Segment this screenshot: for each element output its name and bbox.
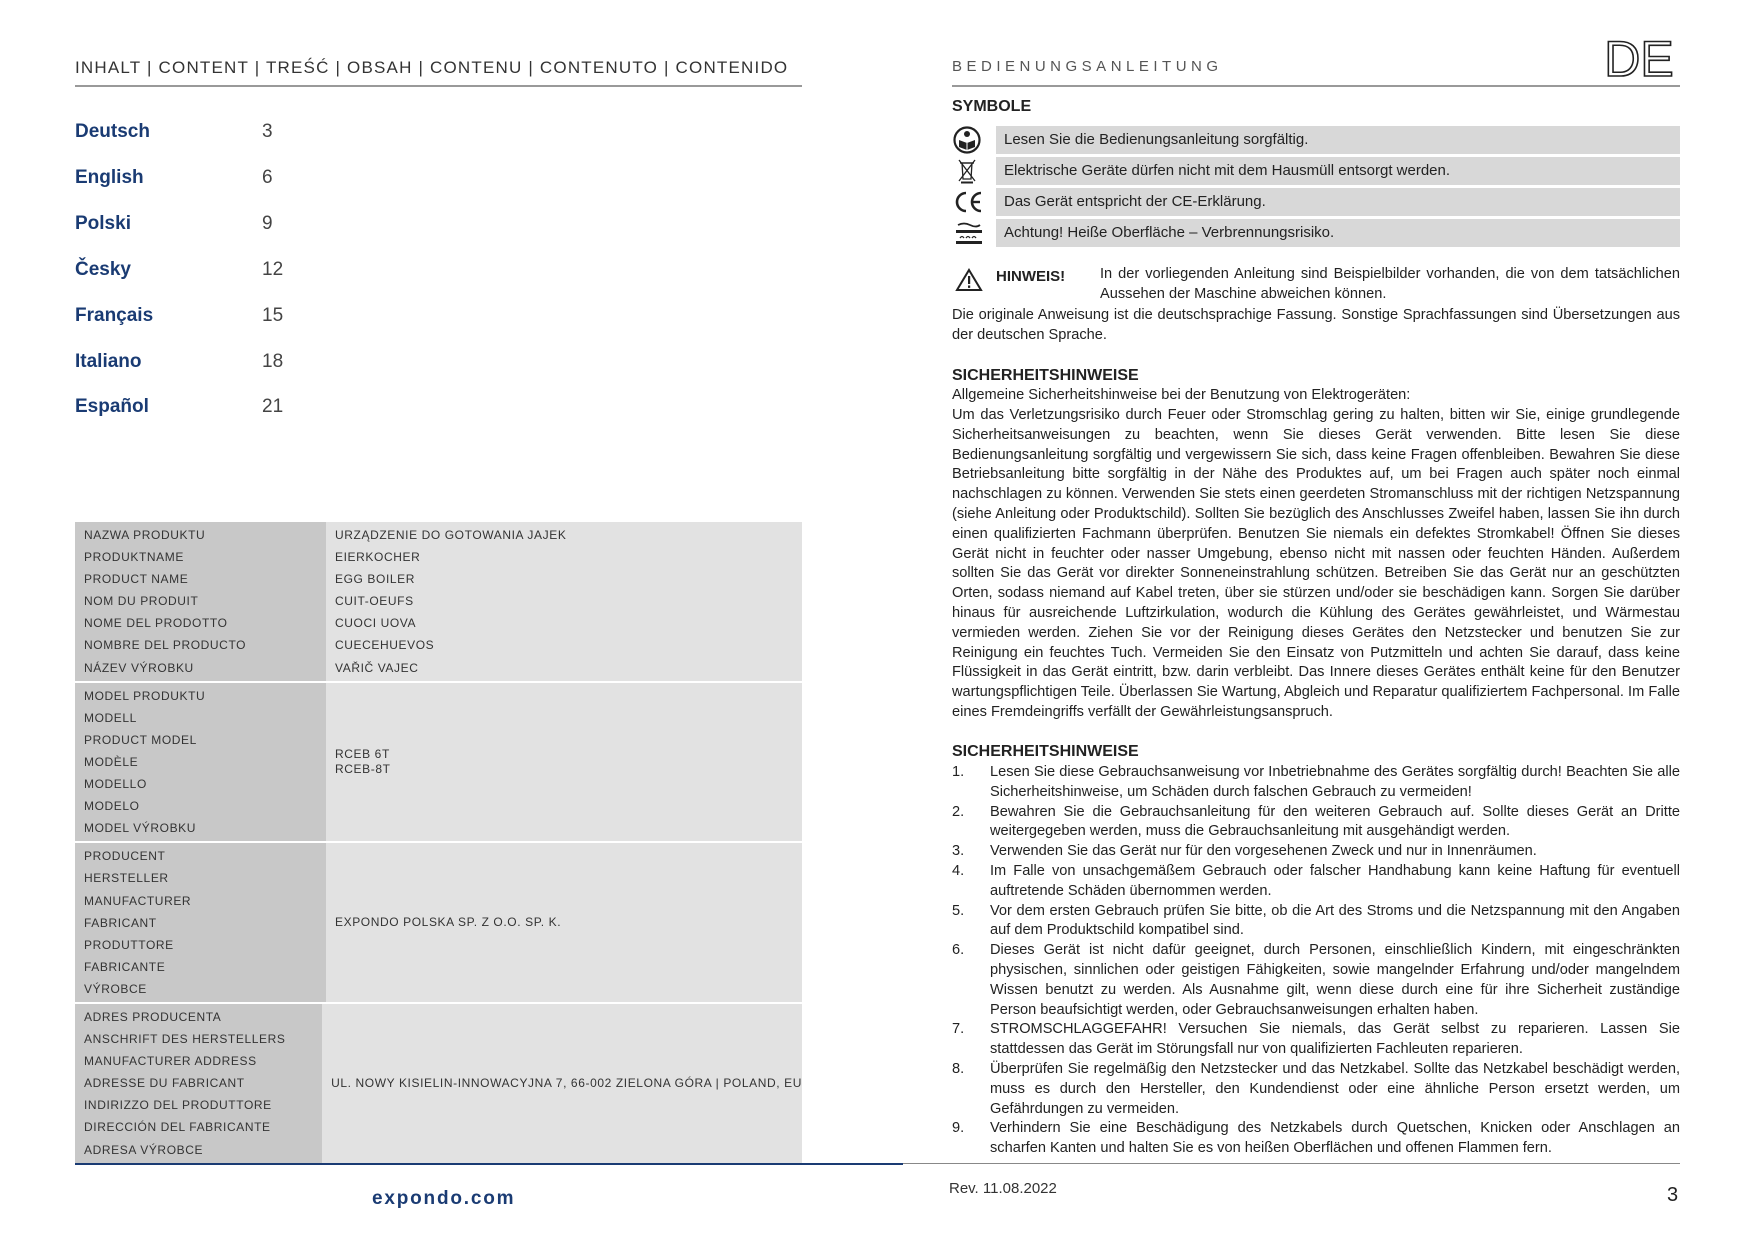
list-item-text: STROMSCHLAGGEFAHR! Versuchen Sie niemals, das Gerät selbst zu reparieren. Lassen Sie stattdessen das Gerät im Störungsfall nur von qualifizierten Fachleuten reparieren. [990, 1021, 1680, 1058]
toc-language: Deutsch [75, 121, 150, 142]
table-label: FABRICANTE [84, 959, 166, 974]
symbol-text: Elektrische Geräte dürfen nicht mit dem Hausmüll entsorgt werden. [1004, 162, 1451, 179]
table-value: CUOCI UOVA [335, 616, 417, 631]
symbol-row [952, 219, 1680, 247]
table-label: PRODUCT NAME [84, 572, 189, 587]
list-item-text: Bewahren Sie die Gebrauchsanleitung für den weiteren Gebrauch auf. Sollte dieses Gerät an Dritte weitergegeben werden, muss die Gebrauchsanleitung mit ausgehändigt werden. [990, 803, 1680, 840]
symbol-row [952, 157, 1680, 185]
table-label: MANUFACTURER [84, 893, 192, 908]
toc-entry[interactable] [75, 167, 375, 197]
product-info-table [75, 522, 802, 1163]
toc-entry[interactable] [75, 351, 375, 381]
table-value: CUIT-OEUFS [335, 594, 414, 609]
symbol-row [952, 188, 1680, 216]
table-label: ADRES PRODUCENTA [84, 1009, 222, 1024]
list-item-number: 8. [952, 1060, 965, 1077]
table-label: MODELL [84, 710, 137, 725]
list-item [952, 941, 1680, 1020]
table-value: URZĄDZENIE DO GOTOWANIA JAJEK [335, 528, 567, 542]
safety-subtitle: Allgemeine Sicherheitshinweise bei der Benutzung von Elektrogeräten: [952, 387, 1411, 403]
table-label: ADRESA VÝROBCE [84, 1142, 204, 1157]
symbol-row [952, 126, 1680, 154]
list-item-number: 9. [952, 1120, 965, 1137]
list-item-number: 6. [952, 942, 965, 959]
table-label: PRODUCENT [84, 849, 166, 864]
original-language-text: Die originale Anweisung ist die deutschsprachige Fassung. Sonstige Sprachfassungen sind Übersetzungen aus der deutschen Sprache. [952, 307, 1680, 343]
symbols-title: SYMBOLE [952, 98, 1032, 115]
safety-body: Um das Verletzungsrisiko durch Feuer oder Stromschlag gering zu halten, bitten wir Sie, einige grundlegende Sicherheitsanweisungen zu beachten, wenn Sie dieses Gerät verwenden. Bitte lesen Sie diese Bedienungsanleitung sorgfältig und vergewissern Sie sich, dass keine Fragen offenbleiben. Bewahren Sie diese Betriebsanleitung bitte sorgfältig in der Nähe des Produktes auf, um bei Fragen auch später noch einmal nachschlagen zu können. Verwenden Sie stets einen geerdeten Stromanschluss mit der richtigen Netzspannung (siehe Anleitung oder Produktschild). Sollten Sie bezüglich des Anschlusses Zweifel haben, lassen Sie ihn durch einen qualifizierten Fachmann überprüfen. Benutzen Sie niemals ein defektes Stromkabel! Öffnen Sie dieses Gerät nicht in feuchter oder nasser Umgebung, ebenso nicht mit nassen oder feuchten Händen. Außerdem sollten Sie das Gerät vor direkter Sonneneinstrahlung schützen. Betreiben Sie das Gerät nur an geschützten Orten, sodass niemand auf Kabel treten, über sie stürzen und/oder sie beschädigen kann. Sorgen Sie darüber hinaus für ausreichende Luftzirkulation, wodurch die Kühlung des Gerätes gewährleistet, und Wärmestau vermieden werden. Ziehen Sie vor der Reinigung dieses Gerätes den Netzstecker und benutzen Sie zur Reinigung ein feuchtes Tuch. Vermeiden Sie den Einsatz von Putzmitteln und achten Sie darauf, dass keine Flüssigkeit in das Gerät eintritt, bzw. darin verbleibt. Das Innere dieses Gerätes enthält keine für den Benutzer wartungspflichtigen Teile. Überlassen Sie Wartung, Abgleich und Reparatur qualifiziertem Fachpersonal. Im Falle eines Fremdeingriffs verfällt der Gewährleistungsanspruch. [952, 407, 1680, 720]
crossed-bin-icon [952, 157, 986, 185]
toc-language: English [75, 167, 144, 188]
list-item [952, 842, 1680, 862]
read-manual-icon [952, 126, 986, 154]
table-label: INDIRIZZO DEL PRODUTTORE [84, 1098, 272, 1113]
list-item-text: Lesen Sie diese Gebrauchsanweisung vor Inbetriebnahme des Gerätes sorgfältig durch! Beachten Sie alle Sicherheitshinweise, um Schäden durch falschen Gebrauch zu vermeiden! [990, 764, 1680, 800]
list-item-text: Verwenden Sie das Gerät nur für den vorgesehenen Zweck und nur in Innenräumen. [990, 843, 1537, 860]
toc-page-number: 3 [262, 121, 273, 142]
table-label: NOME DEL PRODOTTO [84, 616, 228, 631]
table-label: FABRICANT [84, 915, 157, 930]
table-label: NOMBRE DEL PRODUCTO [84, 638, 247, 653]
contents-title: INHALT | CONTENT | TREŚĆ | OBSAH | CONTENU | CONTENUTO | CONTENIDO [75, 58, 789, 77]
list-item-number: 3. [952, 843, 965, 860]
safety-list-title: SICHERHEITSHINWEISE [952, 743, 1139, 760]
list-item-number: 5. [952, 902, 965, 919]
language-code: DE [1604, 34, 1674, 80]
list-item-text: Vor dem ersten Gebrauch prüfen Sie bitte, ob die Art des Stroms und die Netzspannung mit den Angaben auf dem Produktschild kompatibel sind. [990, 902, 1680, 939]
table-label: PRODUTTORE [84, 937, 174, 952]
list-item-text: Im Falle von unsachgemäßem Gebrauch oder falscher Handhabung kann keine Haftung für eventuell auftretende Schäden übernommen werden. [990, 862, 1680, 899]
toc-language: Polski [75, 213, 131, 234]
symbol-text: Lesen Sie die Bedienungsanleitung sorgfältig. [1004, 131, 1309, 148]
table-label: MANUFACTURER ADDRESS [84, 1054, 257, 1069]
hot-surface-icon [952, 219, 986, 247]
toc-entry[interactable] [75, 396, 375, 426]
toc-page-number: 6 [262, 167, 273, 188]
footer-rule-brand [75, 1163, 903, 1165]
toc-entry[interactable] [75, 305, 375, 335]
toc-entry[interactable] [75, 213, 375, 243]
table-label: NÁZEV VÝROBKU [84, 660, 194, 675]
list-item [952, 803, 1680, 843]
toc-language: Español [75, 396, 149, 417]
language-code-badge [1598, 34, 1680, 80]
toc-page-number: 21 [262, 396, 284, 417]
list-item-number: 1. [952, 764, 965, 780]
list-item [952, 902, 1680, 942]
table-value: CUECEHUEVOS [335, 638, 435, 653]
manufacturer-group [75, 843, 802, 1004]
toc-language: Français [75, 305, 154, 326]
product-name-group [75, 522, 802, 683]
table-value: EIERKOCHER [335, 550, 421, 565]
toc-page-number: 18 [262, 351, 284, 372]
toc-language: Italiano [75, 351, 142, 372]
table-label: ADRESSE DU FABRICANT [84, 1076, 245, 1091]
table-label: MODEL VÝROBKU [84, 821, 197, 836]
toc-entry[interactable] [75, 121, 375, 151]
warning-triangle-icon [955, 268, 983, 292]
manufacturer-value: EXPONDO POLSKA SP. Z O.O. SP. K. [335, 915, 562, 930]
list-item-number: 4. [952, 862, 965, 879]
symbol-text: Das Gerät entspricht der CE-Erklärung. [1004, 193, 1266, 210]
address-group [75, 1004, 802, 1163]
list-item [952, 862, 1680, 902]
toc-page-number: 15 [262, 305, 284, 326]
table-label: PRODUKTNAME [84, 550, 184, 565]
model-value: RCEB-8T [335, 761, 391, 776]
page-number: 3 [1667, 1184, 1679, 1206]
toc-page-number: 9 [262, 213, 273, 234]
list-item-text: Verhindern Sie eine Beschädigung des Netzkabels durch Quetschen, Knicken oder Anschlagen an scharfen Kanten und halten Sie es von heißen Oberflächen und offenen Flammen fern. [990, 1120, 1680, 1157]
notice-text: In der vorliegenden Anleitung sind Beispielbilder vorhanden, die von dem tatsächlichen Aussehen der Maschine abweichen können. [1100, 266, 1680, 302]
table-value: VAŘIČ VAJEC [335, 660, 419, 675]
table-label: ANSCHRIFT DES HERSTELLERS [84, 1032, 286, 1047]
list-item [952, 1119, 1680, 1159]
table-label: MODELO [84, 799, 140, 814]
toc-page-number: 12 [262, 259, 284, 280]
footer-rule [903, 1163, 1680, 1164]
list-item-number: 7. [952, 1021, 965, 1038]
header-rule-right [952, 85, 1680, 87]
list-item [952, 1020, 1680, 1060]
list-item-number: 2. [952, 803, 965, 820]
table-label: MODEL PRODUKTU [84, 688, 206, 703]
safety-list [952, 763, 1680, 1159]
table-label: NOM DU PRODUIT [84, 594, 199, 609]
ce-mark-icon [952, 188, 986, 216]
list-item-text: Überprüfen Sie regelmäßig den Netzstecker und das Netzkabel. Sollte das Netzkabel beschädigt werden, muss es durch den Hersteller, den Kundendienst oder eine ähnliche Person ersetzt werden, um Gefährdungen zu vermeiden. [990, 1060, 1680, 1117]
table-label: HERSTELLER [84, 871, 169, 886]
toc-language: Česky [75, 259, 131, 280]
table-label: MODELLO [84, 777, 147, 792]
list-item [952, 763, 1680, 803]
list-item-text: Dieses Gerät ist nicht dafür geeignet, durch Personen, einschließlich Kindern, mit eingeschränkten physischen, sinnlichen oder geistigen Fähigkeiten, sowie mangelnder Erfahrung und/oder mangelndem Wissen benutzt zu werden. Als Ausnahme gilt, wenn diese durch eine für ihre Sicherheit zuständige Person beaufsichtigt werden, oder Gebrauchsanweisungen erhalten haben. [990, 942, 1680, 1018]
table-label: NAZWA PRODUKTU [84, 528, 206, 542]
notice-label: HINWEIS! [996, 268, 1066, 285]
list-item [952, 1060, 1680, 1119]
table-label: MODÈLE [84, 754, 139, 769]
table-label: PRODUCT MODEL [84, 732, 197, 747]
address-value: UL. NOWY KISIELIN-INNOWACYJNA 7, 66-002 ZIELONA GÓRA | POLAND, EU [331, 1075, 802, 1090]
table-label: DIRECCIÓN DEL FABRICANTE [84, 1120, 271, 1135]
website-link[interactable]: expondo.com [372, 1188, 516, 1209]
manual-title: BEDIENUNGSANLEITUNG [952, 58, 1223, 75]
toc-entry[interactable] [75, 259, 375, 289]
safety-title: SICHERHEITSHINWEISE [952, 367, 1139, 384]
header-rule-left [75, 85, 802, 87]
revision-date: Rev. 11.08.2022 [949, 1180, 1057, 1197]
table-value: EGG BOILER [335, 572, 416, 587]
symbol-text: Achtung! Heiße Oberfläche – Verbrennungsrisiko. [1004, 224, 1335, 241]
table-label: VÝROBCE [84, 981, 147, 996]
model-value: RCEB 6T [335, 746, 390, 761]
product-model-group [75, 683, 802, 844]
